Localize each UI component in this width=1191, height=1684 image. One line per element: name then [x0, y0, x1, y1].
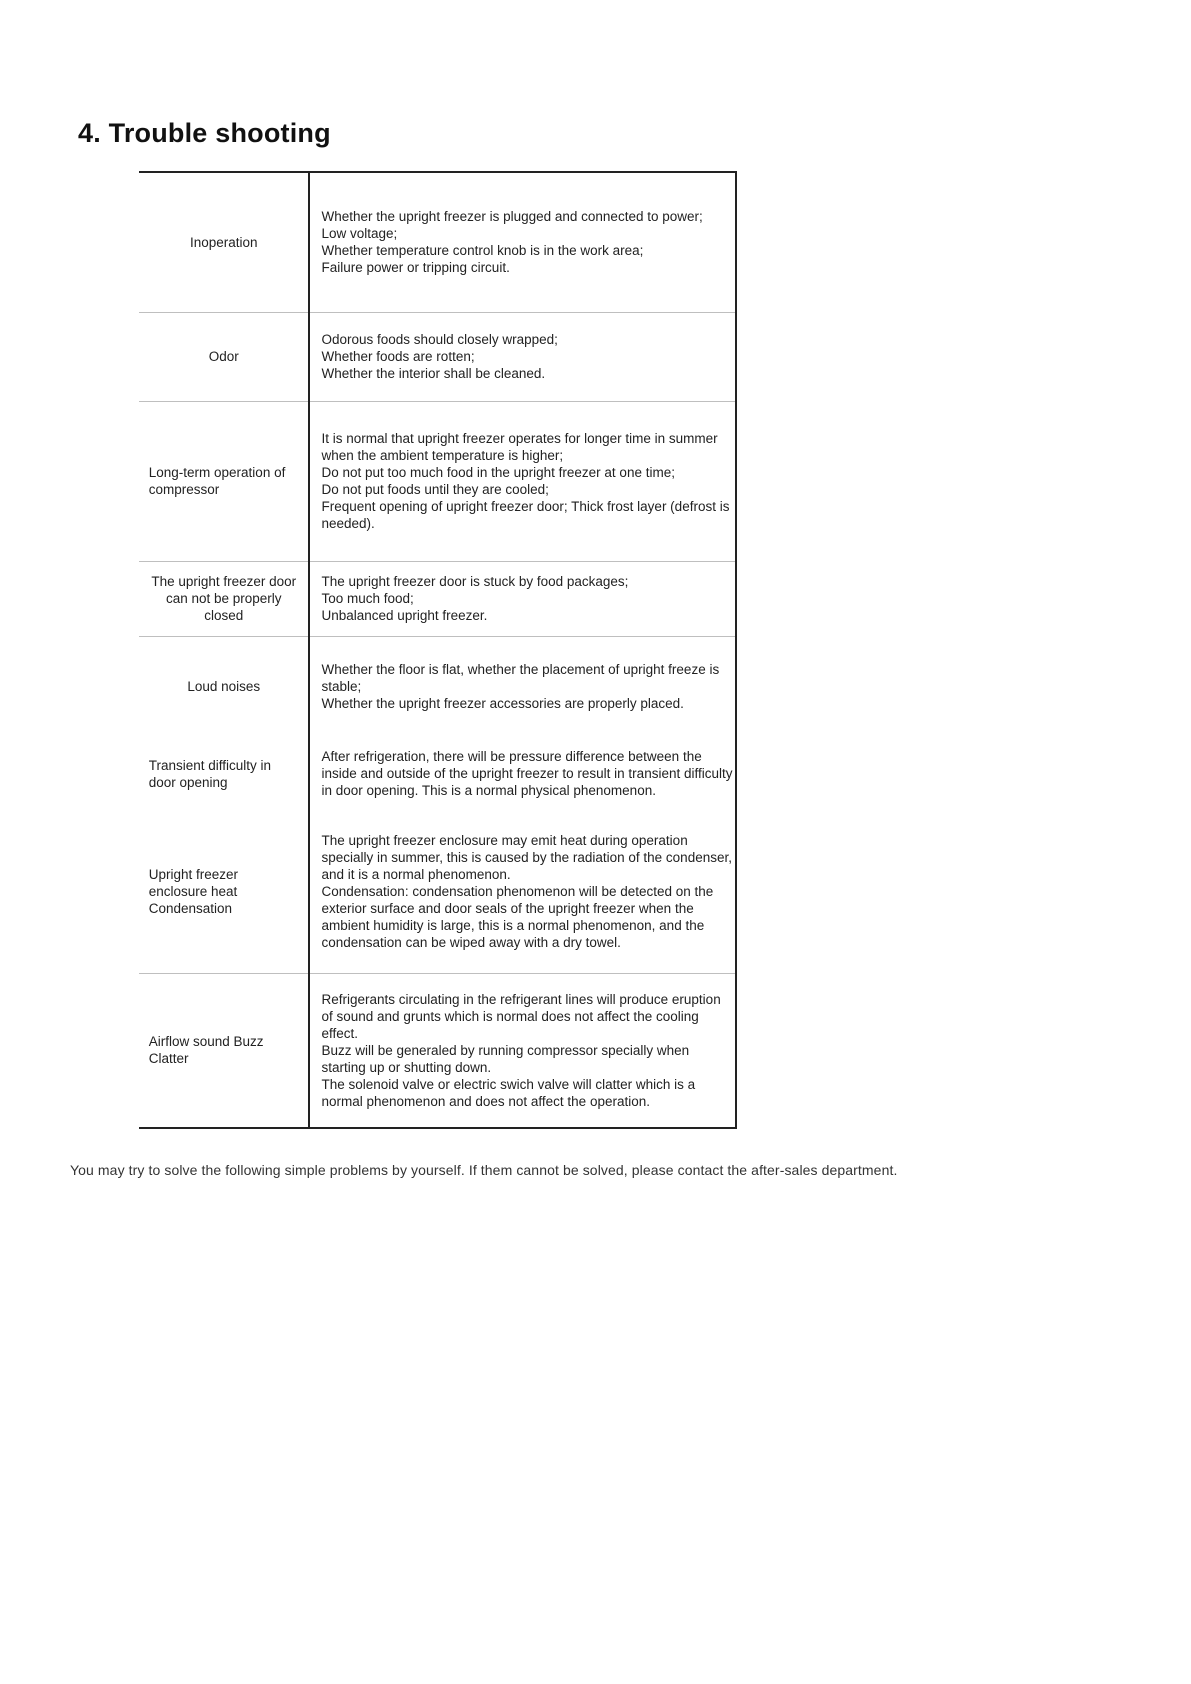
cause-line: The upright freezer door is stuck by food packages;: [321, 574, 629, 589]
problem-label: Inoperation: [189, 234, 258, 250]
problem-label: Odor: [208, 349, 239, 364]
table-row: [140, 561, 736, 636]
problem-label: Transient difficulty in door opening: [148, 757, 272, 790]
cause-line: Do not put foods until they are cooled;: [321, 482, 549, 497]
problem-label: Long-term operation of compressor: [148, 465, 286, 497]
cause-line: Refrigerants circulating in the refrigerant lines will produce eruption of sound and grunts which is normal does not affect the cooling effect.: [321, 991, 721, 1041]
table-row: [140, 973, 736, 1128]
cause-line: The solenoid valve or electric swich valve will clatter which is a normal phenomenon and does not affect the operation.: [321, 1076, 696, 1109]
problem-cell: [140, 973, 309, 1128]
cause-line: Odorous foods should closely wrapped;: [321, 332, 558, 347]
problem-cell: [140, 312, 309, 401]
table-row: [140, 811, 736, 973]
cause-line: Buzz will be generaled by running compressor specially when starting up or shutting down.: [321, 1042, 690, 1075]
cause-line: Whether the upright freezer accessories are properly placed.: [321, 695, 684, 711]
cause-line: The upright freezer enclosure may emit heat during operation specially in summer, this is caused by the radiation of the condenser, and it is a normal phenomenon.: [321, 833, 732, 883]
cause-line: Frequent opening of upright freezer door; Thick frost layer (defrost is needed).: [321, 499, 730, 531]
problem-label: Upright freezer enclosure heat Condensation: [148, 867, 239, 917]
cause-line: Whether the floor is flat, whether the placement of upright freeze is stable;: [321, 661, 720, 694]
problem-cell: [140, 811, 309, 973]
causes-cell: [309, 811, 736, 973]
cause-line: Condensation: condensation phenomenon will be detected on the exterior surface and door seals of the upright freezer when the ambient humidity is large, this is a normal phenomenon, and the condensation can be wiped away with a dry towel.: [321, 884, 714, 951]
table-row: [140, 636, 736, 736]
cause-line: Whether temperature control knob is in the work area;: [321, 243, 644, 259]
problem-cell: [140, 172, 309, 312]
cause-line: Low voltage;: [321, 226, 398, 242]
causes-cell: [309, 401, 736, 561]
table-row: [140, 312, 736, 401]
cause-line: Whether foods are rotten;: [321, 349, 475, 364]
causes-cell: [309, 973, 736, 1128]
footer-note: You may try to solve the following simple problems by yourself. If them cannot be solved, please contact the after-sales department.: [70, 1162, 898, 1178]
troubleshooting-table: [139, 171, 737, 1129]
cause-line: Whether the upright freezer is plugged and connected to power;: [321, 209, 703, 225]
cause-line: Unbalanced upright freezer.: [321, 608, 488, 623]
causes-cell: [309, 736, 736, 811]
causes-cell: [309, 636, 736, 736]
problem-cell: [140, 561, 309, 636]
problem-cell: [140, 401, 309, 561]
cause-line: Do not put too much food in the upright freezer at one time;: [321, 465, 675, 480]
problem-label: The upright freezer door can not be properly closed: [151, 574, 297, 623]
section-title: 4. Trouble shooting: [78, 118, 331, 148]
table-row: [140, 172, 736, 312]
causes-cell: [309, 172, 736, 312]
causes-cell: [309, 561, 736, 636]
problem-cell: [140, 636, 309, 736]
cause-line: After refrigeration, there will be pressure difference between the inside and outside of the upright freezer to result in transient difficulty in door opening. This is a normal physical phenomenon.: [321, 749, 733, 798]
causes-cell: [309, 312, 736, 401]
cause-line: Failure power or tripping circuit.: [321, 260, 510, 276]
cause-line: It is normal that upright freezer operates for longer time in summer when the ambient temperature is higher;: [321, 431, 718, 463]
problem-label: Loud noises: [187, 678, 261, 694]
problem-label: Airflow sound Buzz Clatter: [148, 1034, 264, 1067]
cause-line: Whether the interior shall be cleaned.: [321, 366, 546, 381]
table-row: [140, 401, 736, 561]
cause-line: Too much food;: [321, 591, 414, 606]
problem-cell: [140, 736, 309, 811]
table-row: [140, 736, 736, 811]
